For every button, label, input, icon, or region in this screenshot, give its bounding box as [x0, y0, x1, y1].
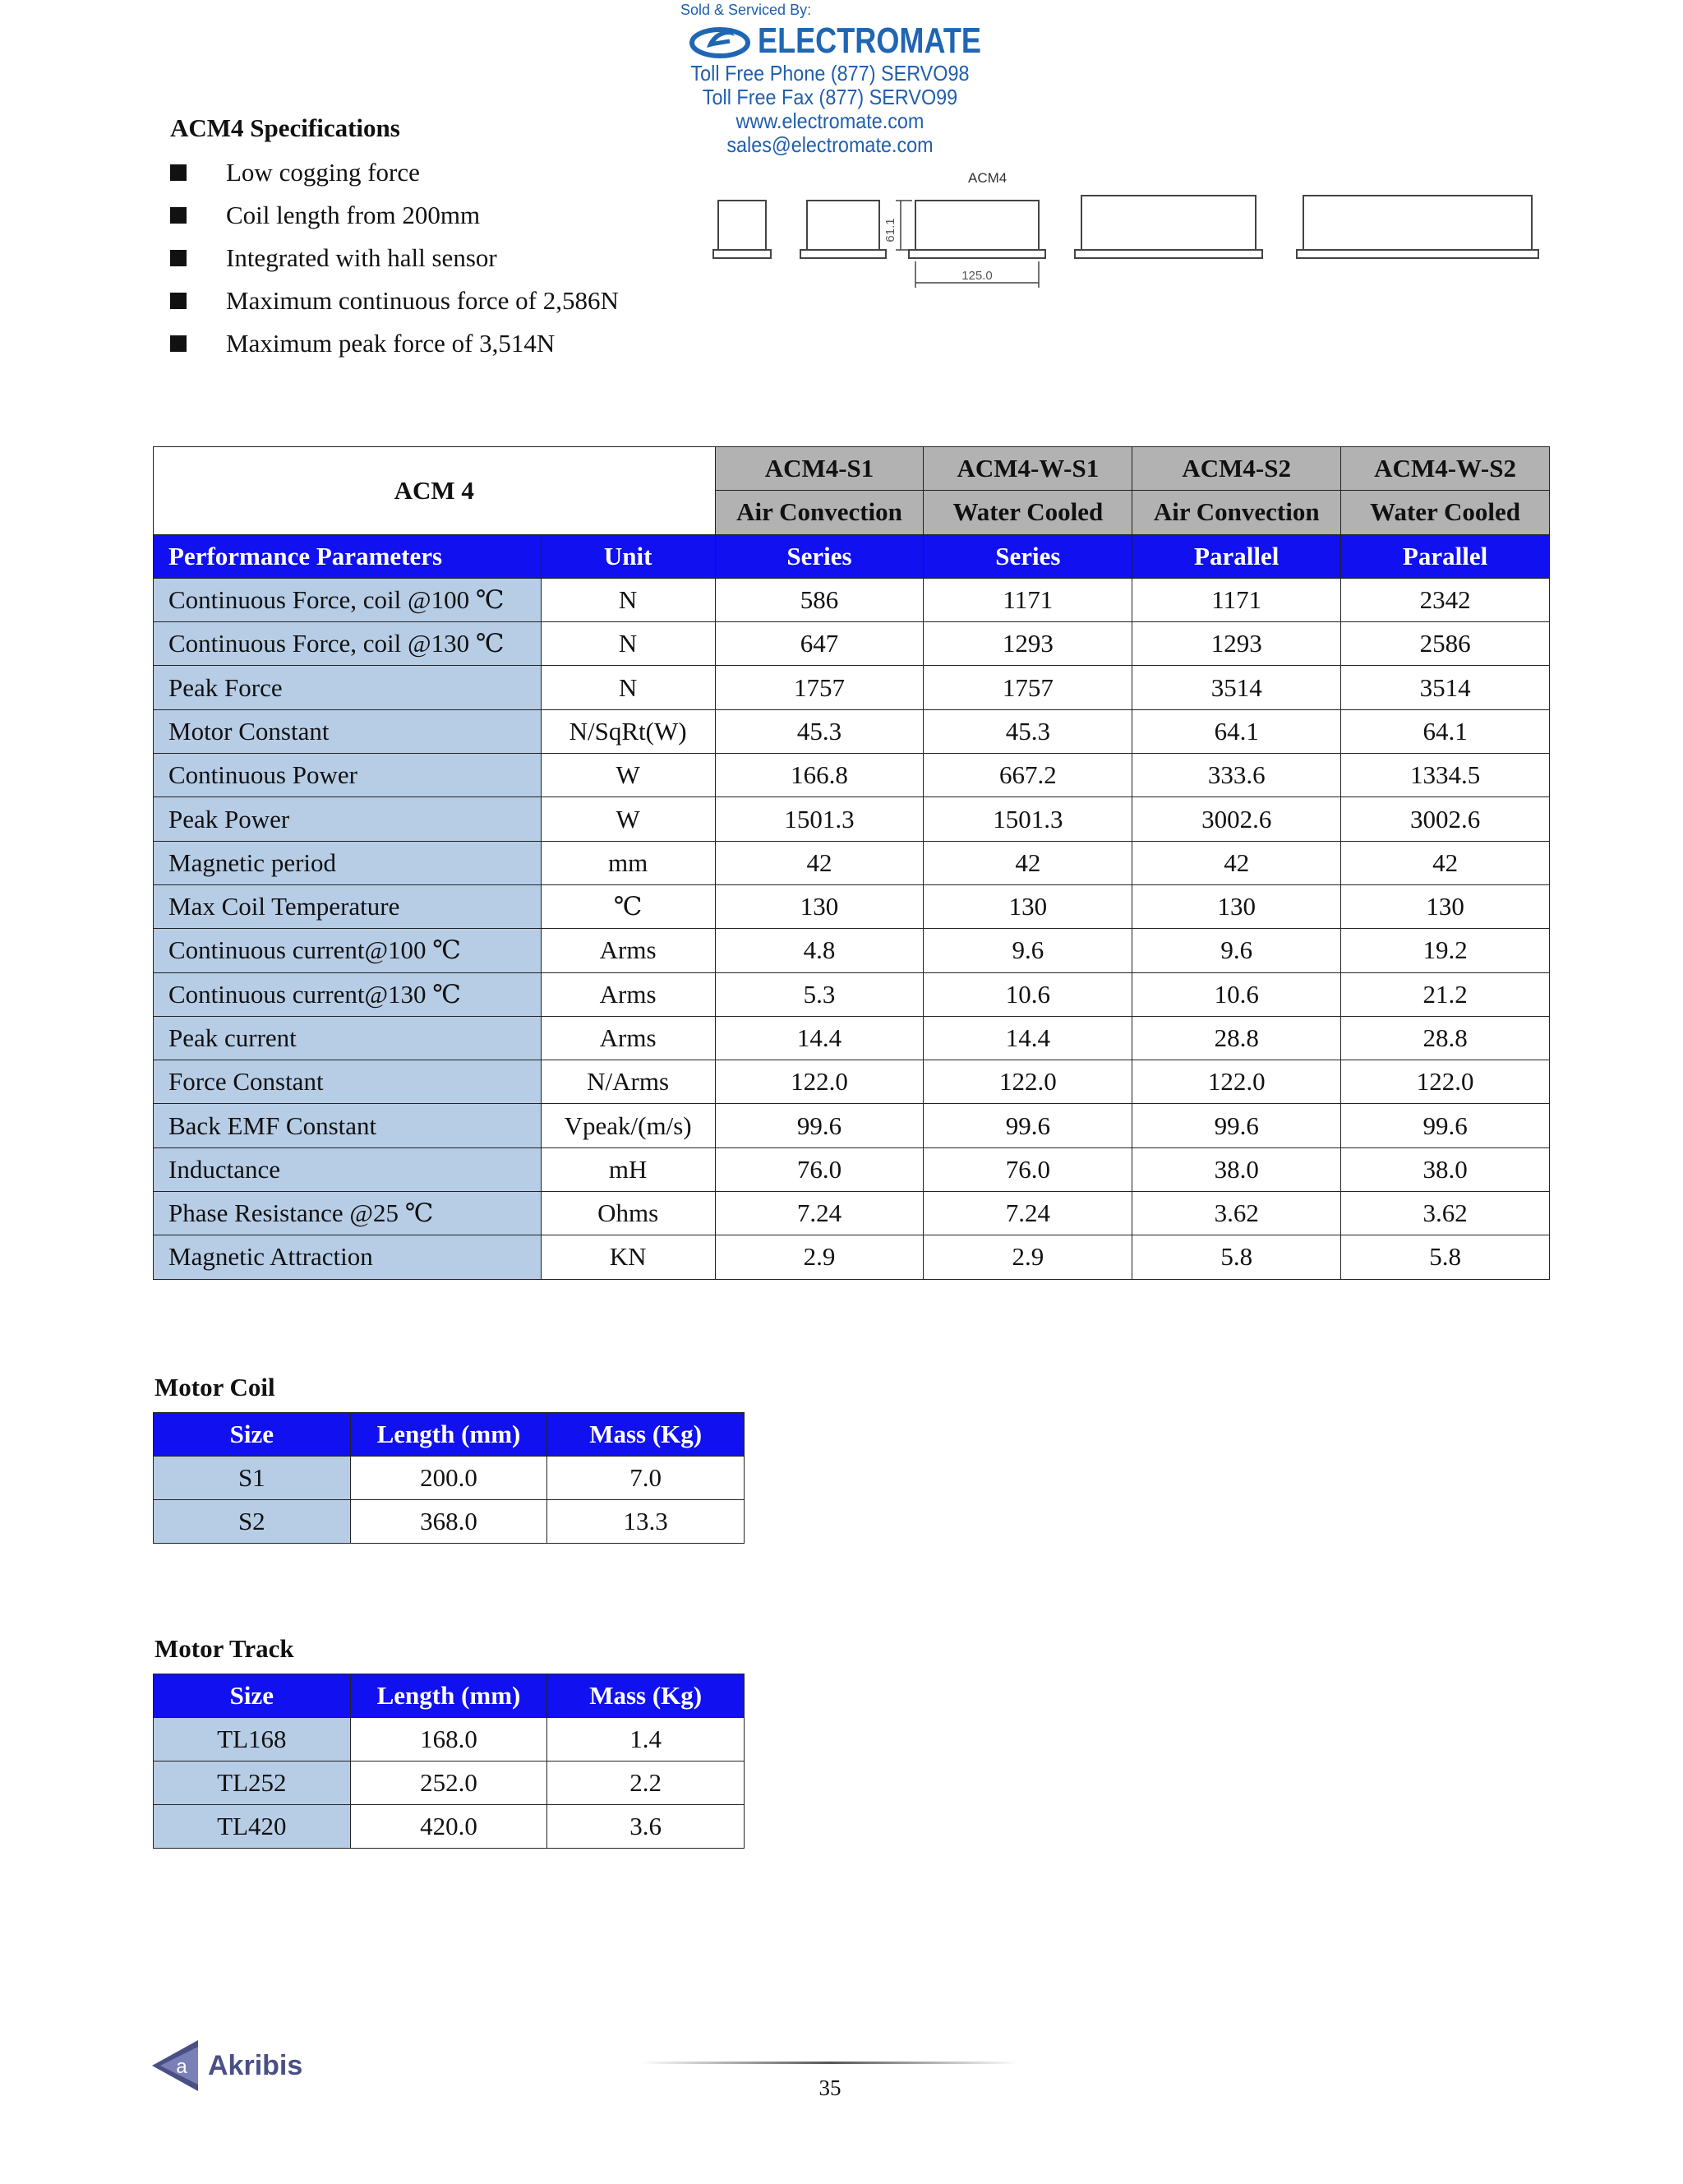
- parameter-name: Magnetic period: [154, 841, 542, 884]
- parameter-unit: Arms: [541, 1016, 715, 1060]
- motor-track-title: Motor Track: [154, 1634, 294, 1663]
- square-bullet-icon: [170, 207, 187, 224]
- acm4-dimension-drawing: [707, 164, 1578, 296]
- mass-cell: 7.0: [547, 1457, 745, 1500]
- parameter-value: 1757: [715, 666, 924, 709]
- table-row: [154, 797, 1550, 841]
- drawing-height-dimension: 61.1: [883, 218, 897, 242]
- performance-table: [153, 446, 1550, 1280]
- mass-cell: 2.2: [547, 1762, 745, 1805]
- parameter-value: 14.4: [924, 1016, 1132, 1060]
- parameter-value: 1171: [1132, 578, 1341, 621]
- parameter-value: 5.8: [1341, 1235, 1550, 1279]
- table-row: [154, 1060, 1550, 1104]
- wiring-header: Parallel: [1341, 534, 1550, 578]
- parameter-name: Continuous Power: [154, 754, 542, 797]
- model-header: ACM4-W-S1: [924, 447, 1132, 491]
- length-header: Length (mm): [350, 1674, 547, 1718]
- parameter-name: Peak current: [154, 1016, 542, 1060]
- parameter-value: 99.6: [924, 1104, 1132, 1147]
- table-row: [154, 1762, 745, 1805]
- square-bullet-icon: [170, 164, 187, 181]
- distributor-header: [674, 2, 986, 157]
- length-cell: 168.0: [350, 1718, 547, 1762]
- page-number: 35: [818, 2075, 842, 2100]
- parameter-value: 9.6: [924, 929, 1132, 972]
- parameter-unit: N: [541, 666, 715, 709]
- parameter-name: Magnetic Attraction: [154, 1235, 542, 1279]
- parameter-value: 1171: [924, 578, 1132, 621]
- parameter-value: 130: [715, 884, 924, 928]
- table-row: [154, 1457, 745, 1500]
- size-cell: TL252: [154, 1762, 351, 1805]
- parameter-value: 1501.3: [924, 797, 1132, 841]
- table-row: [154, 972, 1550, 1016]
- parameter-value: 1293: [1132, 622, 1341, 666]
- parameter-value: 45.3: [924, 709, 1132, 753]
- parameter-unit: KN: [541, 1235, 715, 1279]
- table-row: [154, 666, 1550, 709]
- specification-text: Maximum peak force of 3,514N: [226, 329, 556, 358]
- table-row: [154, 578, 1550, 621]
- performance-parameters-header: Performance Parameters: [154, 534, 542, 578]
- parameter-name: Motor Constant: [154, 709, 542, 753]
- parameter-name: Continuous Force, coil @130 ℃: [154, 622, 542, 666]
- motor-track-table: [153, 1674, 745, 1849]
- cooling-header: Air Convection: [1132, 491, 1341, 534]
- specification-text: Integrated with hall sensor: [226, 243, 497, 272]
- parameter-name: Continuous current@100 ℃: [154, 929, 542, 972]
- parameter-value: 1501.3: [715, 797, 924, 841]
- mass-cell: 1.4: [547, 1718, 745, 1762]
- parameter-value: 99.6: [1132, 1104, 1341, 1147]
- size-cell: S2: [154, 1500, 351, 1544]
- table-row: [154, 1718, 745, 1762]
- parameter-value: 76.0: [715, 1147, 924, 1191]
- parameter-value: 4.8: [715, 929, 924, 972]
- parameter-value: 647: [715, 622, 924, 666]
- square-bullet-icon: [170, 250, 187, 266]
- toll-free-fax: Toll Free Fax (877) SERVO99: [702, 85, 958, 109]
- cooling-header: Water Cooled: [1341, 491, 1550, 534]
- parameter-value: 42: [715, 841, 924, 884]
- parameter-value: 3.62: [1341, 1192, 1550, 1235]
- parameter-name: Peak Force: [154, 666, 542, 709]
- parameter-unit: Arms: [541, 929, 715, 972]
- parameter-value: 1293: [924, 622, 1132, 666]
- parameter-value: 42: [1132, 841, 1341, 884]
- akribis-logo: [150, 2039, 302, 2093]
- parameter-value: 166.8: [715, 754, 924, 797]
- square-bullet-icon: [170, 293, 187, 309]
- mass-cell: 3.6: [547, 1805, 745, 1849]
- specification-text: Maximum continuous force of 2,586N: [226, 286, 619, 315]
- parameter-name: Back EMF Constant: [154, 1104, 542, 1147]
- parameter-value: 3514: [1132, 666, 1341, 709]
- parameter-value: 3002.6: [1341, 797, 1550, 841]
- length-cell: 420.0: [350, 1805, 547, 1849]
- drawing-width-dimension: 125.0: [961, 269, 993, 283]
- parameter-value: 667.2: [924, 754, 1132, 797]
- length-cell: 368.0: [350, 1500, 547, 1544]
- parameter-value: 122.0: [715, 1060, 924, 1104]
- sold-by-text: Sold & Serviced By:: [680, 2, 812, 18]
- parameter-unit: Arms: [541, 972, 715, 1016]
- parameter-value: 3514: [1341, 666, 1550, 709]
- specification-text: Coil length from 200mm: [226, 201, 481, 229]
- table-row: [154, 1016, 1550, 1060]
- parameter-value: 1757: [924, 666, 1132, 709]
- parameter-value: 130: [924, 884, 1132, 928]
- parameter-value: 28.8: [1341, 1016, 1550, 1060]
- parameter-value: 586: [715, 578, 924, 621]
- parameter-unit: ℃: [541, 884, 715, 928]
- wiring-header: Parallel: [1132, 534, 1341, 578]
- parameter-unit: mm: [541, 841, 715, 884]
- cooling-header: Water Cooled: [924, 491, 1132, 534]
- specification-text: Low cogging force: [226, 158, 420, 187]
- table-row: [154, 841, 1550, 884]
- size-cell: S1: [154, 1457, 351, 1500]
- parameter-value: 5.3: [715, 972, 924, 1016]
- motor-coil-title: Motor Coil: [154, 1373, 275, 1401]
- parameter-value: 122.0: [1132, 1060, 1341, 1104]
- parameter-value: 45.3: [715, 709, 924, 753]
- length-header: Length (mm): [350, 1413, 547, 1457]
- wiring-header: Series: [924, 534, 1132, 578]
- wiring-header: Series: [715, 534, 924, 578]
- parameter-value: 9.6: [1132, 929, 1341, 972]
- electromate-swirl-icon: [689, 23, 751, 59]
- specification-item: [170, 194, 619, 237]
- parameter-name: Continuous current@130 ℃: [154, 972, 542, 1016]
- parameter-value: 5.8: [1132, 1235, 1341, 1279]
- table-row: [154, 1192, 1550, 1235]
- parameter-value: 14.4: [715, 1016, 924, 1060]
- parameter-value: 10.6: [924, 972, 1132, 1016]
- parameter-unit: N: [541, 622, 715, 666]
- parameter-value: 76.0: [924, 1147, 1132, 1191]
- parameter-value: 42: [924, 841, 1132, 884]
- parameter-name: Phase Resistance @25 ℃: [154, 1192, 542, 1235]
- mass-header: Mass (Kg): [547, 1674, 745, 1718]
- parameter-value: 42: [1341, 841, 1550, 884]
- electromate-logo: [674, 21, 986, 62]
- model-header: ACM4-W-S2: [1341, 447, 1550, 491]
- parameter-value: 64.1: [1341, 709, 1550, 753]
- parameter-value: 7.24: [715, 1192, 924, 1235]
- specifications-title: ACM4 Specifications: [170, 113, 400, 142]
- table-row: [154, 1147, 1550, 1191]
- parameter-value: 21.2: [1341, 972, 1550, 1016]
- parameter-unit: mH: [541, 1147, 715, 1191]
- parameter-value: 2586: [1341, 622, 1550, 666]
- parameter-name: Peak Power: [154, 797, 542, 841]
- table-row: [154, 754, 1550, 797]
- electromate-logo-text: ELECTROMATE: [758, 21, 981, 61]
- unit-header: Unit: [541, 534, 715, 578]
- size-cell: TL420: [154, 1805, 351, 1849]
- table-row: [154, 1805, 745, 1849]
- parameter-value: 1334.5: [1341, 754, 1550, 797]
- parameter-name: Max Coil Temperature: [154, 884, 542, 928]
- table-row: [154, 622, 1550, 666]
- model-header: ACM4-S1: [715, 447, 924, 491]
- parameter-value: 122.0: [924, 1060, 1132, 1104]
- parameter-name: Force Constant: [154, 1060, 542, 1104]
- parameter-value: 3.62: [1132, 1192, 1341, 1235]
- specification-item: [170, 322, 619, 365]
- parameter-value: 2.9: [924, 1235, 1132, 1279]
- parameter-value: 130: [1132, 884, 1341, 928]
- parameter-name: Inductance: [154, 1147, 542, 1191]
- cooling-header: Air Convection: [715, 491, 924, 534]
- parameter-name: Continuous Force, coil @100 ℃: [154, 578, 542, 621]
- specification-item: [170, 151, 619, 194]
- parameter-value: 99.6: [715, 1104, 924, 1147]
- website-link[interactable]: www.electromate.com: [735, 109, 924, 133]
- footer-divider: [641, 2062, 1019, 2064]
- parameter-unit: Vpeak/(m/s): [541, 1104, 715, 1147]
- parameter-value: 99.6: [1341, 1104, 1550, 1147]
- square-bullet-icon: [170, 335, 187, 352]
- parameter-unit: N: [541, 578, 715, 621]
- length-cell: 200.0: [350, 1457, 547, 1500]
- motor-coil-table: [153, 1412, 745, 1544]
- parameter-unit: N/Arms: [541, 1060, 715, 1104]
- parameter-value: 64.1: [1132, 709, 1341, 753]
- email-link[interactable]: sales@electromate.com: [726, 132, 934, 157]
- size-header: Size: [154, 1674, 351, 1718]
- specifications-list: [170, 151, 619, 365]
- parameter-value: 122.0: [1341, 1060, 1550, 1104]
- specification-item: [170, 279, 619, 322]
- parameter-value: 28.8: [1132, 1016, 1341, 1060]
- parameter-unit: N/SqRt(W): [541, 709, 715, 753]
- table-row: [154, 709, 1550, 753]
- table-row: [154, 1235, 1550, 1279]
- parameter-unit: W: [541, 797, 715, 841]
- toll-free-phone: Toll Free Phone (877) SERVO98: [690, 61, 970, 85]
- akribis-icon-letter: a: [176, 2056, 187, 2078]
- model-header: ACM4-S2: [1132, 447, 1341, 491]
- parameter-value: 130: [1341, 884, 1550, 928]
- akribis-triangle-icon: [150, 2039, 200, 2093]
- parameter-value: 10.6: [1132, 972, 1341, 1016]
- table-row: [154, 929, 1550, 972]
- parameter-value: 333.6: [1132, 754, 1341, 797]
- table-row: [154, 884, 1550, 928]
- parameter-unit: W: [541, 754, 715, 797]
- model-family-cell: ACM 4: [154, 447, 716, 535]
- mass-header: Mass (Kg): [547, 1413, 745, 1457]
- parameter-value: 19.2: [1341, 929, 1550, 972]
- size-cell: TL168: [154, 1718, 351, 1762]
- parameter-unit: Ohms: [541, 1192, 715, 1235]
- mass-cell: 13.3: [547, 1500, 745, 1544]
- specification-item: [170, 237, 619, 279]
- length-cell: 252.0: [350, 1762, 547, 1805]
- parameter-value: 38.0: [1132, 1147, 1341, 1191]
- table-row: [154, 1104, 1550, 1147]
- parameter-value: 2.9: [715, 1235, 924, 1279]
- parameter-value: 2342: [1341, 578, 1550, 621]
- parameter-value: 3002.6: [1132, 797, 1341, 841]
- parameter-value: 38.0: [1341, 1147, 1550, 1191]
- table-row: [154, 1500, 745, 1544]
- drawing-label: ACM4: [968, 170, 1007, 186]
- akribis-brand-text: Akribis: [208, 2049, 303, 2081]
- size-header: Size: [154, 1413, 351, 1457]
- parameter-value: 7.24: [924, 1192, 1132, 1235]
